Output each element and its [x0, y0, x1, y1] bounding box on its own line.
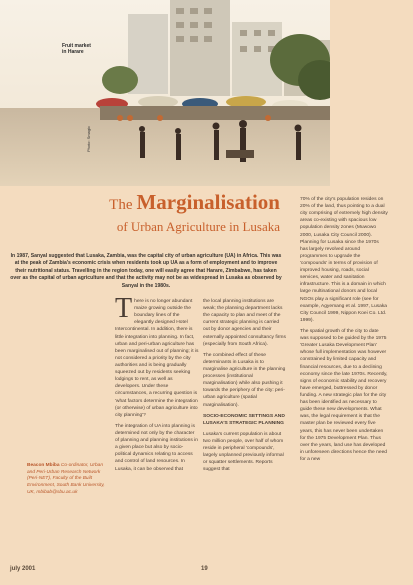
col1-paragraph-2: The integration of UA into planning is determined not only by the character of planning and planning institutions in a given place but also by socio-political dynamics relating to access and control of land resources. In Lusaka, it can be observed that	[115, 423, 198, 472]
column-3	[300, 196, 388, 467]
column-1	[115, 293, 199, 477]
col2-paragraph-1: the local planning institutions are weak; the planning department lacks the capacity to plan and meet of the current strategic planning is carried out by donor agencies and their externally appointed consultancy firms (especially from South Africa).	[203, 299, 286, 347]
market-photo	[0, 0, 330, 186]
photo-credit: Photo: Smagic	[86, 125, 91, 152]
author-name: Beacon Mbiba	[27, 463, 60, 468]
col3-paragraph-2: The spatial growth of the city to date was supposed to be guided by the 1975 'Greater Lusaka Development Plan' whose full implementation was however constrained by limited capacity and financial resources, due to a declining economy since the late 1970s. Recently, signs of economic stability and recovery have emerged, buttressed by donor funding. A new strategic plan for the city has been identified as necessary to guide these new developments. What was, the legal requirement is that the master plan be reviewed every five years, this has never been undertaken for the 1975 Development Plan. Thus over the years, land use has developed in unforeseen directions hence the need for a new	[300, 328, 388, 462]
drop-cap: T	[115, 293, 133, 324]
col3-paragraph-1: 70% of the city's population resides on 20% of the land, thus pointing to a dual city comprising of extremely high density areas co-existing with spacious low population density zones (Muwowo 2000, Lusaka City Council 2000). Planning for Lusaka since the 1970s has largely revolved around programmes to upgrade the 'compounds' in terms of provision of improved housing, roads, social services, water and sanitation infrastructure. This is a domain in which large multinational donors and local NGOs play a significant role (see for example, Agyemang et al. 1997, Lusaka City Council 1999, Nippon Koei Co. Ltd. 1999).	[300, 197, 388, 323]
footer-date: july 2001	[10, 566, 36, 572]
page-number: 19	[201, 566, 208, 572]
photo-caption-line1: Fruit market in Harare	[62, 43, 91, 56]
title-the: The	[109, 197, 133, 213]
author-affiliation: Co-ordinator, Urban and Peri-Urban Research Network (Peri-NET), Faculty of the Built Environment, South Bank University, UK,	[27, 463, 105, 495]
col1-p1-text: here is no longer abundant maize growing outside the boundary lines of the elegantly designed Hotel Intercontinental. In addition, there is little integration into planning. In fact, urban and peri-urban agriculture has been marginalised out of planning; it is not considered a priority by the city authorities and is being gradually squeezed out by residents seeking lodgings to rent, as well as developers. Under these circumstances, a recurring question is 'what factors determine the integration (or otherwise) of urban agriculture into city planning'?	[115, 299, 199, 418]
col1-paragraph-1	[115, 293, 199, 419]
author-block	[27, 463, 109, 497]
article-subtitle: of Urban Agriculture in Lusaka	[116, 219, 280, 234]
section-heading: SOCIO-ECONOMIC SETTINGS AND LUSAKA'S STRATEGIC PLANNING	[203, 413, 285, 426]
title-main: Marginalisation	[136, 190, 280, 214]
col2-paragraph-3: Lusaka's current population is about two million people, over half of whom reside in peripheral 'compounds', largely unplanned previously informal or squatter settlements. Reports suggest that	[203, 431, 284, 473]
photo-caption	[62, 43, 142, 56]
intro-paragraph: In 1987, Sanyal suggested that Lusaka, Zambia, was the capital city of urban agriculture (UA) in Africa. This was at the peak of Zambia's economic crisis when residents took up UA as a form of employment and to improve their nutritional status. Travelling in the region today, one will easily agree that Harare, Zimbabwe, has taken over as the capital of urban agriculture and that the activity may not be as widespread in Lusaka as observed by Sanyal in the 1980s.	[10, 253, 282, 289]
column-2	[203, 298, 287, 478]
author-email[interactable]: mbibab@sbu.ac.uk	[36, 489, 78, 495]
col2-paragraph-2: The combined effect of these determinants in Lusaka is to marginalise agriculture in the planning processes (institutional marginalisation) while also pushing it towards the periphery of the city: peri-urban agriculture (spatial marginalisation).	[203, 352, 286, 408]
article-title	[0, 190, 280, 215]
